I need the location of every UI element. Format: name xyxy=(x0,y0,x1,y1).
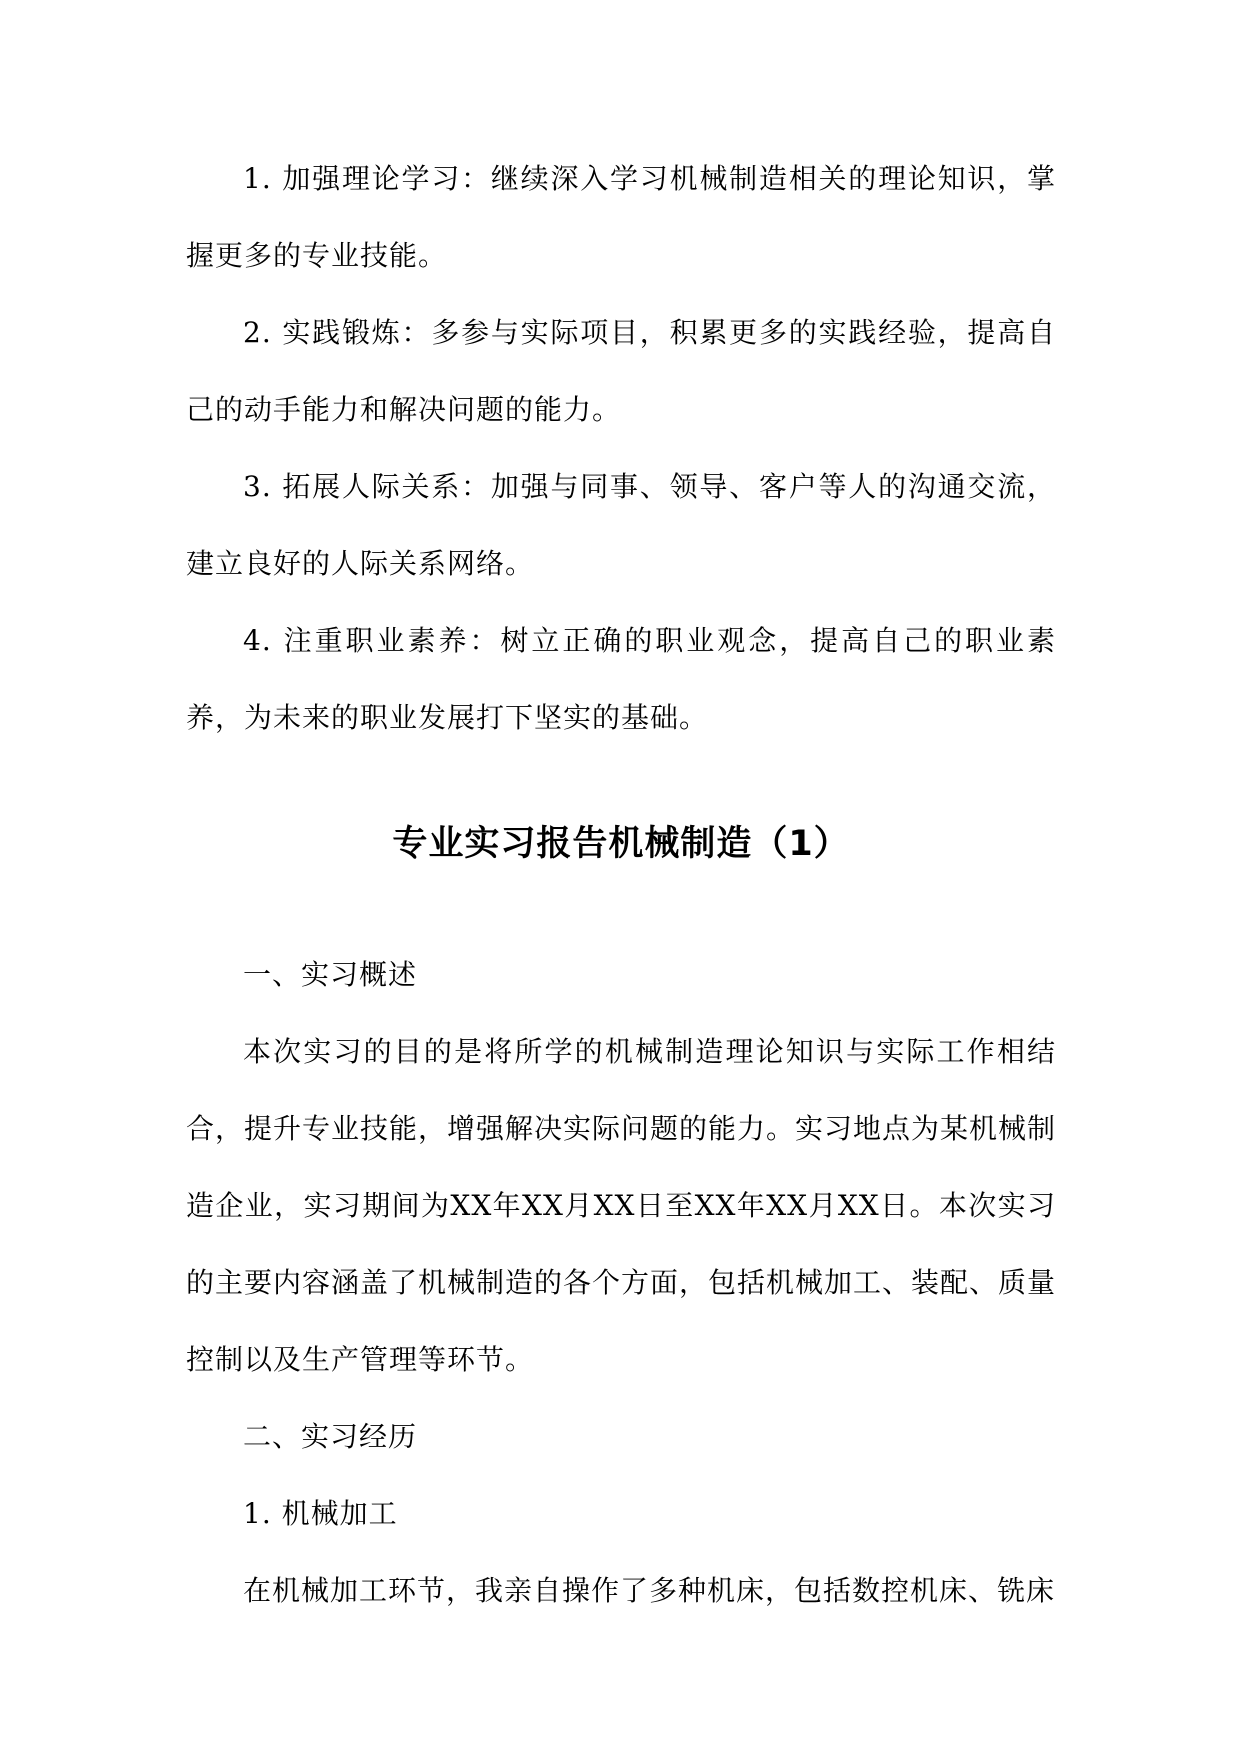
list-item-2: 2. 实践锻炼：多参与实际项目，积累更多的实践经验，提高自己的动手能力和解决问题的能力。 xyxy=(186,316,1056,426)
section-body-overview: 本次实习的目的是将所学的机械制造理论知识与实际工作相结合，提升专业技能，增强解决实际问题的能力。实习地点为某机械制造企业，实习期间为XX年XX月XX日至XX年XX月XX日。本次实习的主要内容涵盖了机械制造的各个方面，包括机械加工、装配、质量控制以及生产管理等环节。 xyxy=(186,1035,1057,1376)
list-item-1: 1. 加强理论学习：继续深入学习机械制造相关的理论知识，掌握更多的专业技能。 xyxy=(186,162,1056,272)
subsection-heading-machining: 1. 机械加工 xyxy=(243,1497,398,1530)
list-item-4: 4. 注重职业素养：树立正确的职业观念，提高自己的职业素养，为未来的职业发展打下坚实的基础。 xyxy=(186,624,1056,734)
list-item-3: 3. 拓展人际关系：加强与同事、领导、客户等人的沟通交流，建立良好的人际关系网络。 xyxy=(186,470,1056,580)
document-content xyxy=(186,140,1056,1629)
document-title: 专业实习报告机械制造（1） xyxy=(392,824,850,864)
subsection-body-machining: 在机械加工环节，我亲自操作了多种机床，包括数控机床、铣床 xyxy=(243,1574,1056,1607)
section-heading-experience: 二、实习经历 xyxy=(243,1420,418,1453)
section-heading-overview: 一、实习概述 xyxy=(243,958,418,991)
